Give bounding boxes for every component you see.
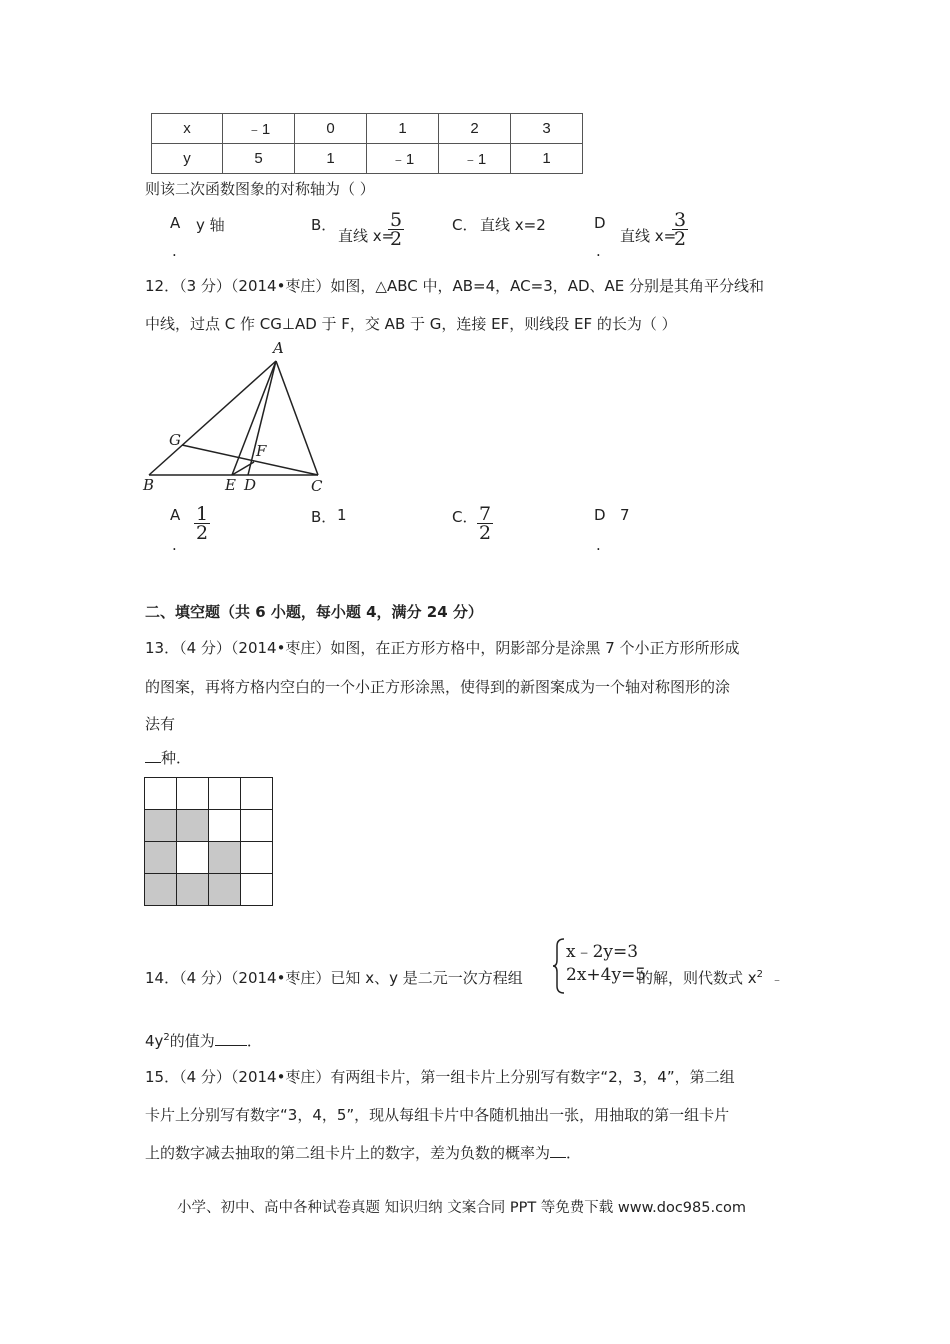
q14-line-2 [145,1030,262,1051]
grid-cell-shaded [209,842,241,874]
label-a: A [273,339,284,357]
table-row-x [152,114,583,144]
q12-option-c-fraction [477,505,493,542]
grid-cell [241,842,273,874]
table-cell: 1 [295,144,367,174]
q11-option-b-text: 直线 x= [338,227,395,245]
grid-row [145,842,273,874]
q11-option-d-fraction [672,211,688,248]
q11-option-a-dot: . [172,242,177,260]
segment-cg [182,445,318,475]
fraction-denominator: 2 [674,228,687,250]
q12-option-a-fraction [194,505,210,542]
answer-blank[interactable] [145,748,161,763]
q12-line-1: 12．（3 分）（2014•枣庄）如图，△ABC 中，AB=4，AC=3，AD、AE 分别是其角平分线和 [145,277,765,295]
grid-cell-shaded [145,874,177,906]
q11-option-b-letter: B． [311,216,337,234]
label-e: E [225,476,236,494]
q15-line-2: 卡片上分别写有数字“3，4，5”，现从每组卡片中各随机抽出一张，用抽取的第一组卡片 [145,1106,730,1124]
grid-cell [241,874,273,906]
grid-cell [241,778,273,810]
fraction-denominator: 2 [196,522,209,544]
q15-line-1: 15．（4 分）（2014•枣庄）有两组卡片，第一组卡片上分别写有数字“2，3，4”，第二组 [145,1068,735,1086]
grid-row [145,778,273,810]
q11-option-b-fraction [388,211,404,248]
q12-option-a-letter: A [170,506,181,524]
grid-cell-shaded [177,874,209,906]
q14-superscript-2: 2 [163,1032,170,1043]
q12-option-d-letter: D [594,506,606,524]
q12-option-c-letter: C． [452,508,478,526]
table-cell: 3 [511,114,583,144]
q11-option-c-text: 直线 x=2 [480,216,546,234]
table-cell: 2 [439,114,511,144]
table-cell: 0 [295,114,367,144]
table-header-y: y [152,144,223,174]
q11-option-a-text: y 轴 [196,216,225,234]
table-cell: 1 [511,144,583,174]
grid-cell [241,810,273,842]
segment-ac [276,361,318,475]
table-cell: ﹣1 [439,144,511,174]
q15-line-3: 上的数字减去抽取的第二组卡片上的数字，差为负数的概率为 [145,1144,551,1162]
q12-line-2: 中线，过点 C 作 CG⊥AD 于 F，交 AB 于 G，连接 EF，则线段 EF 的长为（ ） [145,315,677,333]
table-cell: ﹣1 [223,114,295,144]
q11-option-d-text: 直线 x= [620,227,677,245]
answer-blank[interactable] [215,1031,247,1046]
fraction-numerator: 7 [479,503,492,525]
grid-cell-shaded [177,810,209,842]
q11-question: 则该二次函数图象的对称轴为（ ） [145,180,375,198]
q14-equation-1: x﹣2y=3 [566,942,639,962]
table-cell: 1 [367,114,439,144]
square-grid [144,777,273,906]
footer-text: 小学、初中、高中各种试卷真题 知识归纳 文案合同 PPT 等免费下载 www.doc985.com [177,1200,747,1216]
q15-end: ． [566,1144,582,1162]
q14-suffix: 的解，则代数式 x [638,969,757,987]
q14-suffix-line [638,967,783,988]
grid-cell-shaded [209,874,241,906]
q11-option-a-letter: A [170,214,181,232]
table-cell: 5 [223,144,295,174]
q12-option-a-dot: . [172,536,177,554]
q13-suffix: 种． [161,749,192,767]
q11-option-c-letter: C． [452,216,478,234]
q13-line-2: 的图案，再将方格内空白的一个小正方形涂黑，使得到的新图案成为一个轴对称图形的涂 [145,678,731,696]
label-b: B [143,476,155,494]
q14-value-text: 的值为 [169,1032,215,1050]
grid-cell [209,778,241,810]
q12-option-d-dot: . [596,536,601,554]
grid-cell [209,810,241,842]
q12-option-b-letter: B． [311,508,337,526]
grid-cell [177,778,209,810]
grid-row [145,810,273,842]
q13-line-1: 13．（4 分）（2014•枣庄）如图，在正方形方格中，阴影部分是涂黑 7 个小正方形所形成 [145,639,740,657]
q15-line-3-wrap [145,1142,581,1163]
table-cell: ﹣1 [367,144,439,174]
brace-icon [552,938,566,994]
fraction-denominator: 2 [390,228,403,250]
table-row-y [152,144,583,174]
q14-4y: 4y [145,1032,164,1050]
fraction-numerator: 5 [390,209,403,231]
table-header-x: x [152,114,223,144]
grid-cell [145,778,177,810]
fraction-numerator: 3 [674,209,687,231]
grid-cell-shaded [145,842,177,874]
section-title: 二、填空题（共 6 小题，每小题 4，满分 24 分） [145,603,483,621]
grid-cell [177,842,209,874]
fraction-denominator: 2 [479,522,492,544]
q13-line-3: 法有 [145,715,176,733]
q14-prefix: 14．（4 分）（2014•枣庄）已知 x、y 是二元一次方程组 [145,969,523,987]
q12-option-b-text: 1 [337,506,347,524]
q14-equation-2: 2x+4y=5 [566,965,647,985]
grid-cell-shaded [145,810,177,842]
value-table [151,113,583,174]
label-c: C [311,477,323,495]
label-f: F [256,442,267,460]
triangle-figure [140,338,340,496]
q13-answer-line [145,747,191,768]
q11-option-d-letter: D [594,214,606,232]
q14-tail: ﹣ [771,972,784,986]
label-d: D [244,476,257,494]
q14-end: ． [246,1032,262,1050]
q14-superscript-1: 2 [756,969,764,980]
grid-row [145,874,273,906]
q11-option-d-dot: . [596,242,601,260]
answer-blank[interactable] [550,1143,566,1158]
label-g: G [169,431,181,449]
q12-option-d-text: 7 [620,506,630,524]
fraction-numerator: 1 [196,503,209,525]
